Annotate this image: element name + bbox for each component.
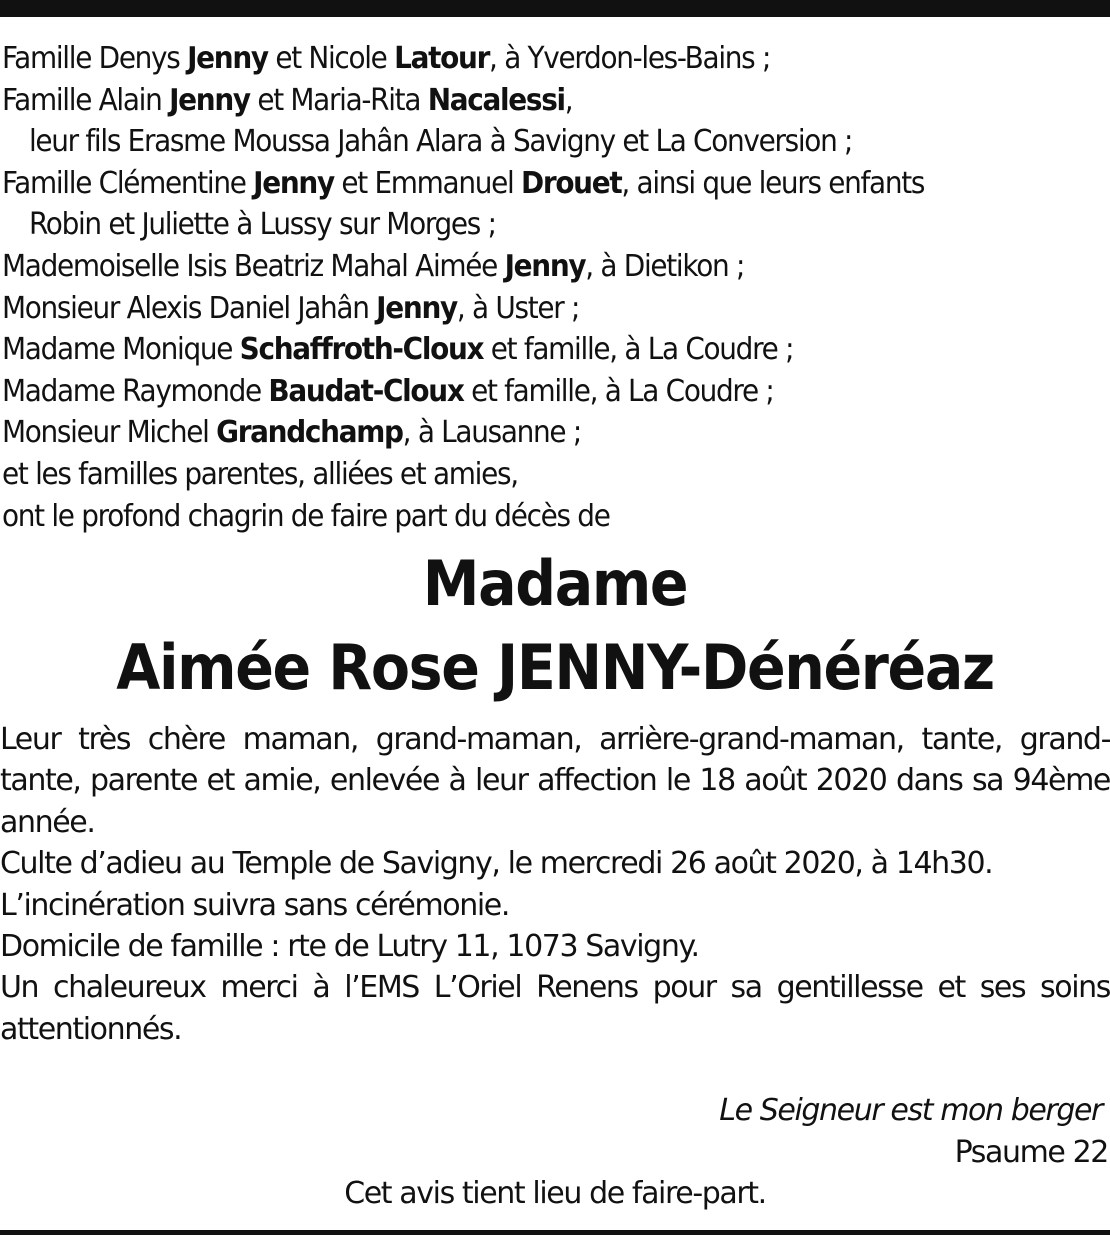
family-surname: Jenny [376,290,457,326]
family-text: Robin et Juliette à Lussy sur Morges ; [28,207,496,243]
family-text: , ainsi que leurs enfants [621,165,925,201]
family-text: et famille, à La Coudre ; [483,332,794,368]
family-text: , [564,82,573,118]
family-line [2,371,1025,413]
family-text: Monsieur Michel [2,415,217,451]
family-text: , à Lausanne ; [402,415,581,451]
family-text: et les familles parentes, alliées et amies, [2,456,518,492]
family-text: et Emmanuel [333,165,521,201]
family-text: Famille Alain [2,82,170,118]
scripture-quote: Le Seigneur est mon berger [719,1093,1102,1128]
family-surname: Schaffroth-Cloux [239,332,484,368]
family-text: et Nicole [267,41,395,76]
family-text: Madame Raymonde [2,373,269,409]
family-text: Famille Clémentine [2,165,254,201]
announcement-body [0,719,1110,1050]
family-surname: Jenny [253,165,334,201]
family-surname: Drouet [520,165,622,201]
family-text: Famille Denys [2,41,188,76]
family-line [2,329,1025,371]
family-line [2,412,1025,454]
family-surname: Jenny [169,82,250,118]
announcement-paragraph: Un chaleureux merci à l’EMS L’Oriel Renens pour sa gentillesse et ses soins attentionnés. [0,970,1110,1047]
family-line [2,454,1025,496]
family-text: et famille, à La Coudre ; [463,373,774,409]
family-line [2,38,1025,80]
family-surname: Latour [394,41,490,76]
top-rule [0,0,1110,17]
closing-note: Cet avis tient lieu de faire-part. [344,1176,766,1211]
family-text: ont le profond chagrin de faire part du décès de [2,498,610,534]
deceased-name: Aimée Rose JENNY-Dénéréaz [116,631,994,704]
family-line [2,163,1025,205]
family-line [2,121,1025,163]
family-text: , à Yverdon-les-Bains ; [489,41,771,76]
family-text: , à Dietikon ; [585,248,745,284]
family-list [2,38,1025,537]
family-line [2,496,1025,538]
family-text: Madame Monique [2,332,240,368]
family-text: Monsieur Alexis Daniel Jahân [2,290,377,326]
family-surname: Jenny [187,41,268,76]
family-text: , à Uster ; [456,290,580,326]
announcement-paragraph: Domicile de famille : rte de Lutry 11, 1073 Savigny. [0,929,699,965]
bottom-rule [0,1230,1110,1235]
family-surname: Nacalessi [427,82,565,118]
family-surname: Jenny [504,248,586,284]
family-surname: Baudat-Cloux [268,373,464,409]
deceased-title: Madame [422,547,688,620]
family-text: et Maria-Rita [249,82,428,118]
announcement-paragraph: Leur très chère maman, grand-maman, arrière-grand-maman, tante, grand-tante, parente et amie, enlevée à leur affection le 18 août 2020 dans sa 94ème année. [0,722,1110,840]
scripture-reference: Psaume 22 [954,1135,1108,1170]
family-line [2,204,1025,246]
family-line [2,80,1025,122]
family-text: Mademoiselle Isis Beatriz Mahal Aimée [2,248,505,284]
family-line [2,246,1025,288]
announcement-paragraph: L’incinération suivra sans cérémonie. [0,887,510,923]
family-line [2,288,1025,330]
family-surname: Grandchamp [216,415,403,451]
family-text: leur fils Erasme Moussa Jahân Alara à Savigny et La Conversion ; [28,124,853,160]
announcement-paragraph: Culte d’adieu au Temple de Savigny, le mercredi 26 août 2020, à 14h30. [0,846,993,882]
